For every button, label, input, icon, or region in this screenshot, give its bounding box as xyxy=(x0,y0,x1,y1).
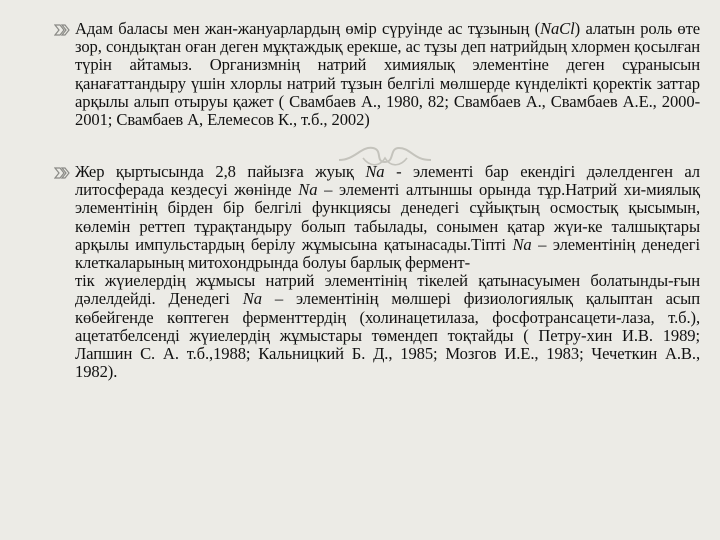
p2-part6: – элементінің мөлшері физиологиялық қалыптан асып көбейгенде көптеген ферменттердің (холинацетилаза, фосфотрансацети-лаза, т.б.), ацетатбелсенді жүиелердің жұмыстары төмендеп тоқтайды ( Петру-хин И.В. 1989; Лапшин С. А. т.б.,1988; Кальницкий Б. Д., 1985; Мозгов И.Е., 1983; Чечеткин А.В., 1982). xyxy=(75,289,700,382)
p2-part5: тік жүиелердің жұмысы натрий элементінің тікелей қатынасуымен болатынды-ғын дәлелдейді. Денедегі xyxy=(75,271,700,309)
p1-text: Адам баласы мен жан-жануарлардың өмір сүруінде ас тұзының ( xyxy=(75,19,541,38)
na-symbol: Na xyxy=(242,289,262,309)
bookmark-bullet-icon xyxy=(54,166,70,180)
nacl-formula: NaCl xyxy=(540,19,575,38)
bookmark-bullet-icon xyxy=(54,23,70,37)
na-symbol: Na xyxy=(512,234,532,254)
p2-part2: - элементі бар екендігі дәлелденген ал литосферада кездесуі жөнінде xyxy=(75,162,700,200)
paragraph-nacl xyxy=(75,20,700,129)
p2-part1: Жер қыртысында 2,8 пайызға жуық xyxy=(75,162,366,181)
p1-text-after: ) алатын роль өте зор, сондықтан оған деген мұқтаждық ерекше, ас тұзы деп натрийдың хлормен қосылған түрін айтамыз. Организмнің натрий химиялық элементіне деген сұранысын қанағаттандыру үшін хлорлы натрий тұзын белгілі мөлшерде күнделікті қоректік заттар арқылы алып отыруы қажет ( Свамбаев А., 1980, 82; Свамбаев А., Свамбаев А.Е., 2000-2001; Свамбаев А, Елемесов К., т.б., 2002) xyxy=(75,19,701,130)
p2-part4: – элементінің денедегі клеткаларының митохондрында болуы барлық фермент- xyxy=(75,234,701,273)
na-symbol: Na xyxy=(298,180,318,200)
p2-part3: – элементі алтыншы орында тұр.Натрий хи-миялық элементінің бірден бір белгілі функциясы денедегі сұйықтың осмостық қысымын, көлемін реттеп тұрақтандыру болып табылады, сонымен қатар жүи-ке талшықтары арқылы импульстардың берілу жұмысына қатынасады.Тіпті xyxy=(75,180,700,254)
paragraph-sodium xyxy=(75,163,700,381)
na-symbol: Na xyxy=(365,162,385,181)
